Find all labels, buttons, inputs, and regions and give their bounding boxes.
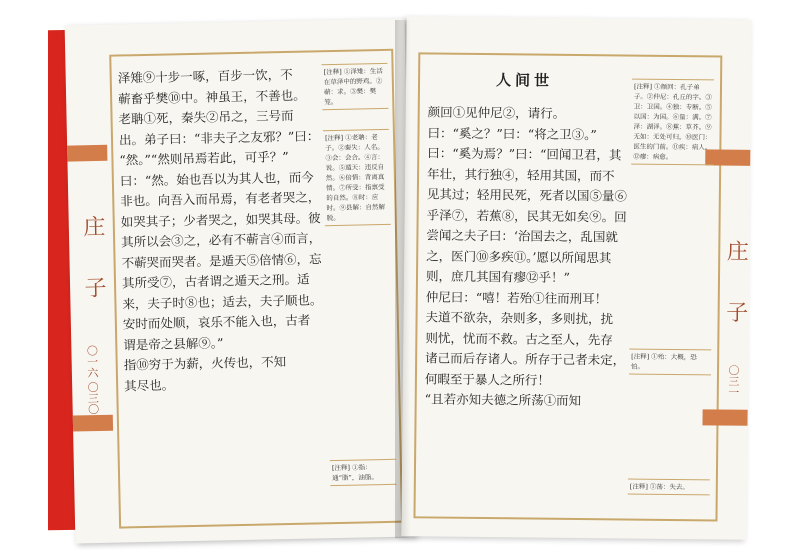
right-page-number: 〇三一 bbox=[726, 364, 741, 398]
text-line: 之，医门⑩多疾⑪。’愿以所闻思其 bbox=[426, 247, 612, 265]
text-line: 则忧，忧而不救。古之至人，先存 bbox=[425, 329, 613, 347]
left-notes-mid: [注释] ①老聃：老子。②秦失：人名。③会：会合。④言：说。⑤遁天：违反自然。⑥倍情：背离真情。⑦所受：指禀受的自然。⑧时：应时。⑨县解：自然解脱。 bbox=[323, 129, 391, 226]
left-ribbon-bottom bbox=[73, 415, 113, 432]
left-page-number: 〇一六 〇三〇 bbox=[85, 344, 100, 415]
right-ribbon-bottom bbox=[702, 409, 747, 425]
text-line: 其所以会③之，必有不蕲言④而言， bbox=[120, 230, 322, 250]
text-line: 尝闻之夫子曰：‘治国去之，乱国就 bbox=[426, 227, 618, 245]
text-line: 指⑩穷于为薪，火传也，不知 bbox=[123, 354, 287, 373]
text-line: “然。”“然则吊焉若此，可乎？” bbox=[119, 148, 289, 168]
text-line: 仲尼曰：“嘻！若殆①往而刑耳！ bbox=[425, 288, 608, 306]
text-line: 颜回①见仲尼②，请行。 bbox=[427, 104, 566, 121]
right-notes-bottom: [注释] ①荡：失去。 bbox=[628, 479, 710, 496]
text-line: 泽雉⑨十步一啄，百步一饮，不 bbox=[117, 66, 293, 86]
book-gutter-shadow bbox=[395, 20, 417, 538]
text-line: 老聃①死，秦失②吊之，三号而 bbox=[118, 107, 294, 127]
text-line: 不蕲哭而哭者。是遁天⑤倍情⑥，忘 bbox=[121, 250, 322, 270]
text-line: 诸己而后存诸人。所存于己者未定， bbox=[425, 350, 626, 368]
left-page bbox=[65, 18, 416, 543]
left-notes-bottom: [注释] ①指：通“脂”，油脂。 bbox=[330, 459, 397, 486]
right-page bbox=[401, 16, 751, 540]
text-line: 曰：“然。始也吾以为其人也，而今 bbox=[119, 168, 314, 188]
text-line: 则，庶几其国有瘳⑫乎！” bbox=[425, 268, 570, 285]
text-line: 夫道不欲杂，杂则多，多则扰，扰 bbox=[425, 309, 614, 327]
text-line: 曰：“奚之？”曰：“将之卫③。” bbox=[427, 124, 597, 142]
text-line: 蕲畜乎樊⑩中。神虽王，不善也。 bbox=[117, 87, 306, 107]
text-line: 其所受⑦，古者谓之遁天之刑。适 bbox=[121, 271, 310, 291]
text-line: 其尽也。 bbox=[124, 376, 175, 393]
text-line: 曰：“奚为焉？”曰：“回闻卫君，其 bbox=[427, 145, 622, 163]
left-page-text bbox=[118, 64, 325, 396]
text-line: 何暇至于暴人之所行！ bbox=[424, 370, 551, 388]
left-side-title: 庄 子 bbox=[79, 214, 107, 315]
left-notes-top: [注释] ①泽雉：生活在草泽中的野鸡。②蕲：求。③樊：樊笼。 bbox=[321, 63, 388, 110]
text-line: 年壮，其行独④，轻用其国，而不 bbox=[427, 165, 615, 183]
text-line: 非也。向吾入而吊焉，有老者哭之， bbox=[120, 189, 321, 209]
text-line: 出。弟子曰：“非夫子之友邪？”曰： bbox=[118, 127, 320, 148]
text-line: “且若亦知夫德之所荡①而知 bbox=[424, 391, 582, 409]
right-notes-mid: [注释] ①殆：大概，恐怕。 bbox=[629, 349, 711, 376]
right-notes-top: [注释] ①颜回：孔子弟子。②仲尼：孔丘的字。③卫：卫国。④独：专断。⑤以国：为国。⑥量：满。⑦泽：湖泽。⑧蕉：草芥。⑨无如：无处可归。⑩医门：医生的门前。⑪疾：病人。⑫瘳：病愈。 bbox=[631, 79, 714, 166]
chapter-heading: 人间世 bbox=[495, 71, 554, 90]
left-ribbon bbox=[67, 145, 107, 162]
text-line: 来，夫子时⑧也；适去，夫子顺也。 bbox=[122, 291, 323, 311]
text-line: 乎泽⑦，若蕉⑧，民其无如矣⑨。回 bbox=[426, 206, 627, 225]
right-page-text bbox=[425, 102, 628, 412]
text-line: 如哭其子；少者哭之，如哭其母。彼 bbox=[120, 209, 321, 229]
right-side-title: 庄 子 bbox=[722, 239, 749, 339]
text-line: 见其过；轻用民死，死者以国⑤量⑥ bbox=[426, 186, 627, 204]
text-line: 谓是帝之县解⑨。” bbox=[123, 334, 224, 352]
text-line: 安时而处顺，哀乐不能入也，古者 bbox=[122, 312, 311, 332]
